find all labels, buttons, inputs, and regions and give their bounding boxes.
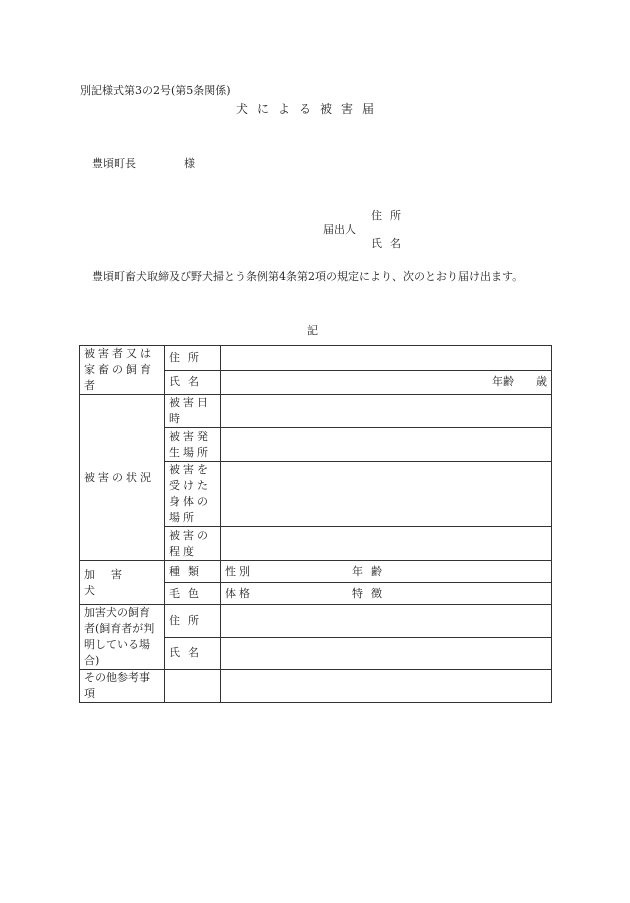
damage-status-label: 被害の状況 — [80, 395, 165, 561]
dog-owner-name-label: 氏名 — [165, 637, 221, 670]
damage-degree-field[interactable] — [221, 527, 552, 561]
damage-degree-label: 被害の程度 — [165, 527, 221, 561]
sex-label: 性別 — [225, 564, 253, 578]
owner-address-label: 住所 — [165, 346, 221, 371]
damage-datetime-field[interactable] — [221, 395, 552, 428]
damage-datetime-label: 被害日時 — [165, 395, 221, 428]
dog-owner-name-field[interactable] — [221, 637, 552, 670]
offending-dog-label: 加害犬 — [80, 561, 165, 605]
fur-row-field[interactable] — [221, 583, 552, 605]
dog-owner-address-field[interactable] — [221, 605, 552, 638]
addressee — [92, 155, 195, 171]
kind-row-field[interactable] — [221, 561, 552, 583]
dog-age-label: 年齢 — [352, 564, 390, 578]
addressee-name: 豊頃町長 — [92, 157, 136, 170]
damage-place-field[interactable] — [221, 428, 552, 462]
form-number: 別記様式第3の2号(第5条関係) — [80, 84, 231, 97]
age-label: 年齢 — [492, 375, 514, 389]
document-title: 犬による被害届 — [236, 102, 384, 116]
kind-label: 種類 — [165, 561, 221, 583]
other-middle-field[interactable] — [165, 670, 221, 703]
other-label: その他参考事項 — [80, 670, 165, 703]
dog-owner-label: 加害犬の飼育者(飼育者が判明している場合) — [80, 605, 165, 670]
fur-color-label: 毛色 — [165, 583, 221, 605]
owner-name-field[interactable] — [221, 370, 552, 395]
statement-text: 豊頃町畜犬取締及び野犬掃とう条例第4条第2項の規定により、次のとおり届け出ます。 — [92, 270, 524, 283]
owner-header: 被害者又は家畜の飼育者 — [80, 346, 165, 395]
owner-address-field[interactable] — [221, 346, 552, 371]
build-label: 体格 — [225, 586, 253, 600]
notifier-name-label: 氏名 — [371, 237, 409, 250]
damage-place-label: 被害発生場所 — [165, 428, 221, 462]
body-part-field[interactable] — [221, 462, 552, 527]
body-part-label: 被害を受けた身体の場所 — [165, 462, 221, 527]
addressee-honorific: 様 — [184, 157, 195, 170]
owner-name-label: 氏名 — [165, 370, 221, 395]
notifier-address-label: 住所 — [371, 209, 409, 222]
damage-report-table — [79, 345, 552, 703]
features-label: 特徴 — [352, 586, 390, 600]
notifier-label: 届出人 — [323, 223, 356, 236]
dog-owner-address-label: 住所 — [165, 605, 221, 638]
age-unit: 歳 — [536, 375, 547, 389]
other-field[interactable] — [221, 670, 552, 703]
ki-heading: 記 — [307, 324, 318, 337]
